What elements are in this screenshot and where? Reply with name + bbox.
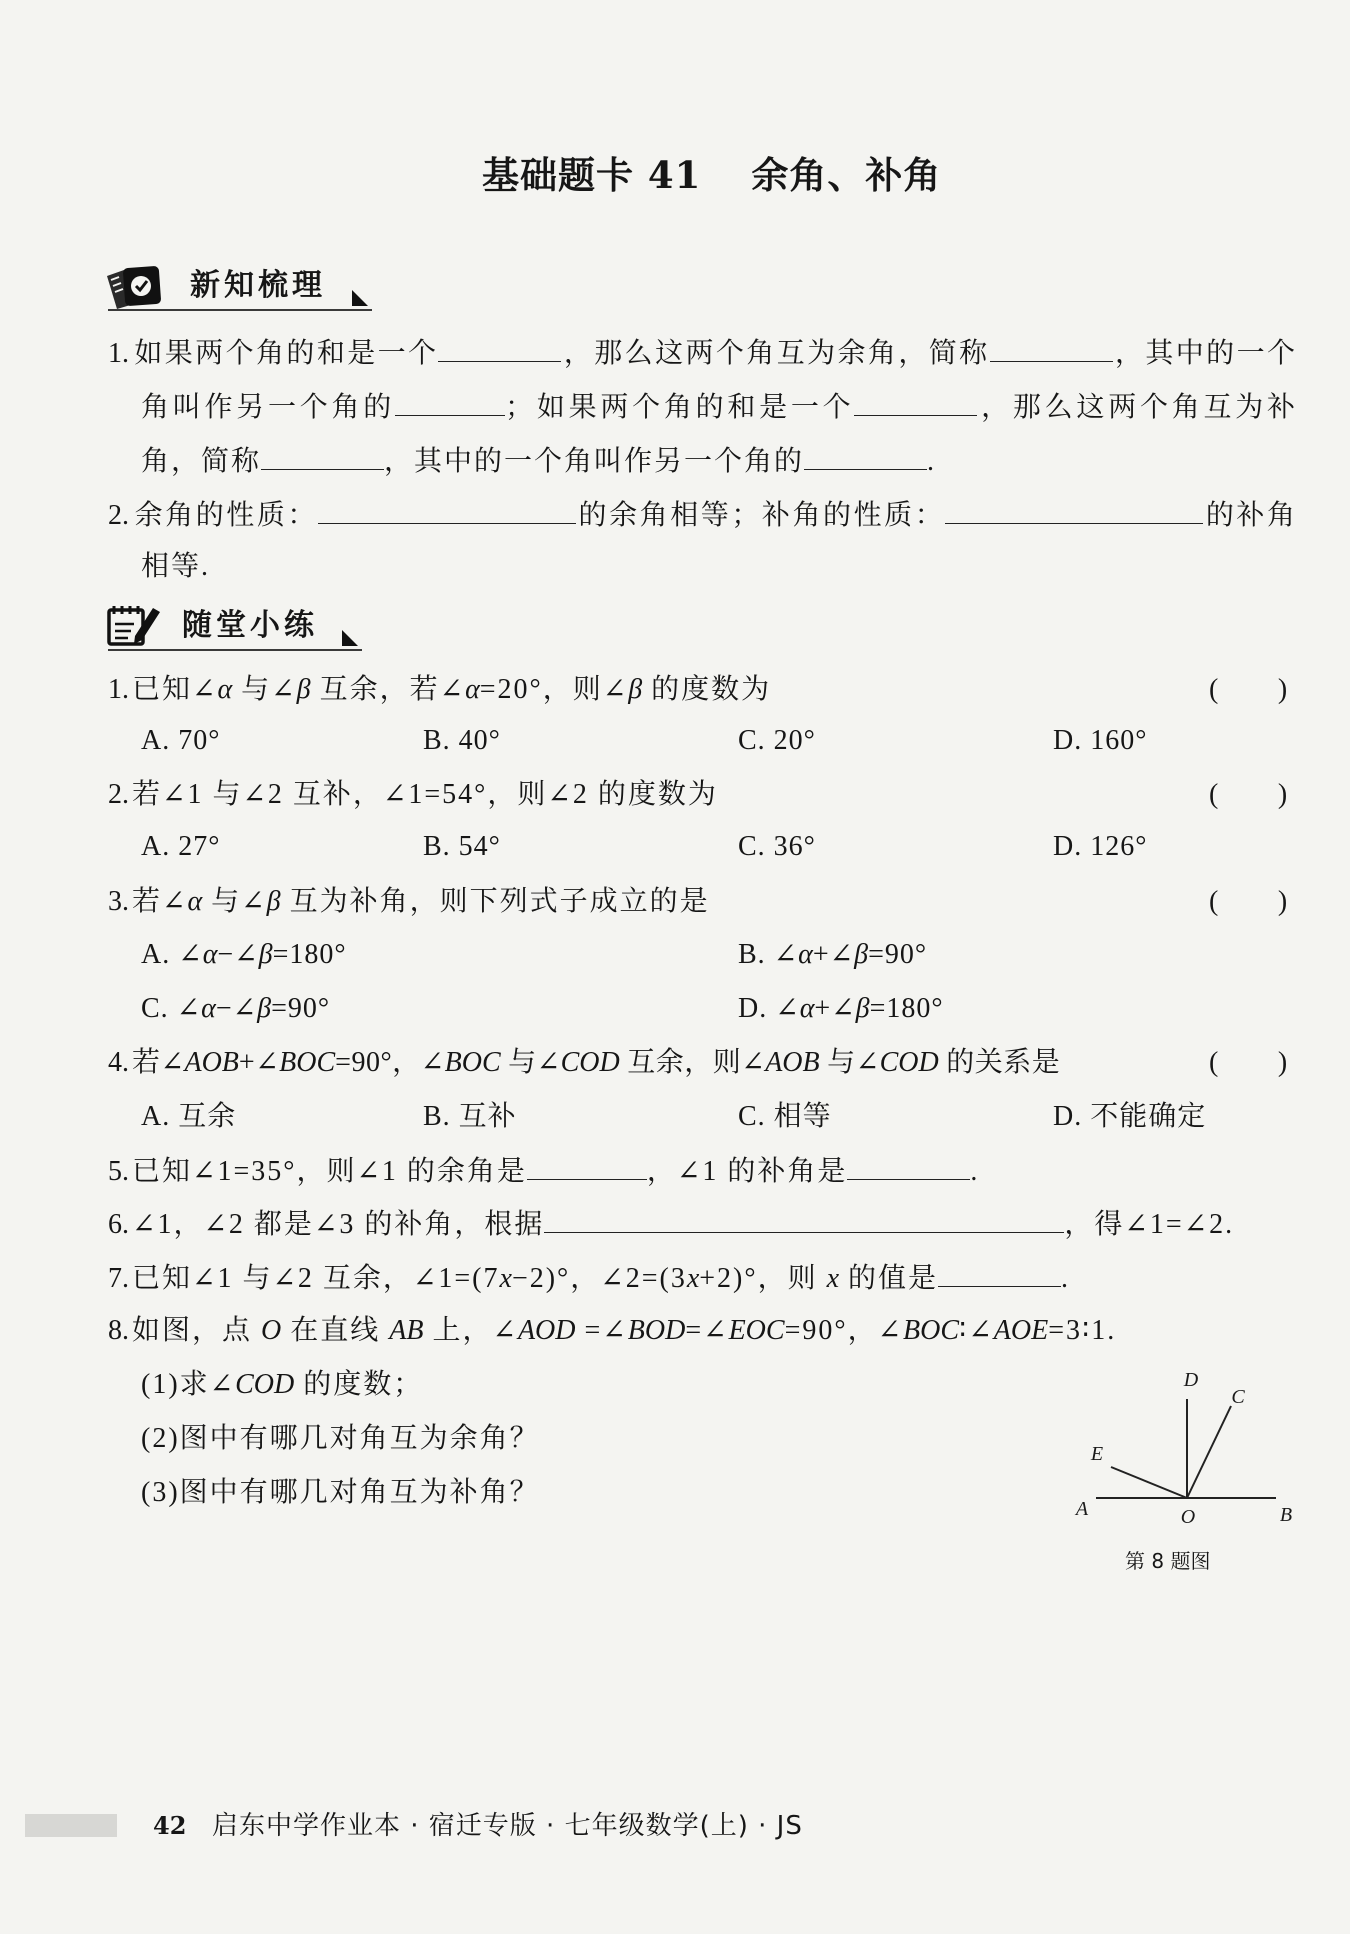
math-variable: β — [628, 674, 643, 705]
option-d: D. 126° — [1053, 831, 1148, 862]
page-title — [482, 152, 941, 198]
math-variable: β — [296, 674, 311, 705]
question-text: 已知∠1 与∠2 互余，∠1=(7x−2)°，∠2=(3x+2)°，则 x 的值是 — [132, 1263, 939, 1294]
section-heading-practice: 随堂小练 — [182, 608, 318, 643]
section-heading-knowledge: 新知梳理 — [190, 268, 326, 303]
fill-in-blank — [527, 1151, 647, 1180]
figure-caption: 第 8 题图 — [1125, 1549, 1211, 1573]
point-label-o: O — [1180, 1506, 1196, 1528]
text-segment: 余角的性质： — [132, 500, 318, 531]
math-variable: BOC — [279, 1047, 336, 1078]
question-text: 若∠α 与∠β 互为补角，则下列式子成立的是 — [132, 886, 710, 917]
math-variable: AOE — [993, 1315, 1049, 1346]
text-segment: 的补角 — [1203, 500, 1295, 531]
math-variable: β — [257, 993, 272, 1024]
knowledge-item-1-line-1 — [108, 333, 1295, 373]
notebook-lines — [115, 624, 134, 638]
math-variable: O — [261, 1315, 282, 1346]
sub-question-1: (1)求∠COD 的度数； — [141, 1369, 424, 1400]
question-text: . — [1061, 1263, 1071, 1294]
math-variable: COD — [235, 1369, 295, 1400]
answer-bracket: ( ) — [1209, 886, 1290, 917]
question-number: 3. — [108, 886, 129, 917]
question-text: . — [970, 1156, 980, 1187]
fill-in-blank — [847, 1151, 970, 1180]
book-series-title: 启东中学作业本 · 宿迁专版 · 七年级数学(上) · JS — [212, 1811, 803, 1841]
card-label: 基础题卡 41 — [482, 153, 702, 197]
knowledge-item-2-line-1 — [108, 495, 1295, 535]
question-number: 2. — [108, 779, 129, 810]
question-text: ，∠1 的补角是 — [646, 1156, 848, 1187]
option-a: A. 互余 — [141, 1101, 237, 1132]
ray-oe — [1111, 1467, 1187, 1498]
question-text: 若∠1 与∠2 互补，∠1=54°，则∠2 的度数为 — [132, 779, 718, 810]
question-3-stem — [108, 882, 710, 922]
question-number: 6. — [108, 1209, 129, 1240]
option-b: B. 互补 — [423, 1101, 517, 1132]
question-text: ∠1，∠2 都是∠3 的补角，根据 — [132, 1209, 545, 1240]
answer-bracket: ( ) — [1209, 674, 1290, 705]
question-text: 若∠AOB+∠BOC=90°，∠BOC 与∠COD 互余，则∠AOB 与∠COD 的关系是 — [132, 1047, 1061, 1078]
item-number: 1. — [108, 338, 129, 369]
option-a: A. 70° — [141, 725, 221, 756]
heading-underline — [108, 309, 372, 311]
point-label-d: D — [1183, 1370, 1199, 1391]
question-number: 4. — [108, 1047, 129, 1078]
knowledge-item-2-line-2: 相等. — [141, 551, 211, 582]
question-6 — [108, 1204, 1234, 1244]
option-a: A. ∠α−∠β=180° — [141, 939, 347, 970]
fill-in-blank — [990, 333, 1113, 362]
question-5 — [108, 1151, 979, 1191]
math-variable: EOC — [728, 1315, 785, 1346]
option-b: B. 54° — [423, 831, 501, 862]
question-number: 8. — [108, 1315, 129, 1346]
question-text: 已知∠α 与∠β 互余，若∠α=20°，则∠β 的度数为 — [132, 674, 772, 705]
math-variable: β — [854, 939, 869, 970]
question-7 — [108, 1258, 1070, 1298]
fill-in-blank — [938, 1258, 1061, 1287]
knowledge-item-1-line-2 — [141, 387, 1295, 427]
text-segment: 角叫作另一个角的 — [141, 392, 396, 423]
knowledge-item-1-line-3 — [141, 441, 936, 481]
math-variable: AOB — [184, 1047, 239, 1078]
topic-title: 余角、补角 — [751, 153, 942, 197]
question-1-stem — [108, 670, 771, 710]
option-c: C. 20° — [738, 725, 816, 756]
fill-in-blank — [395, 387, 505, 416]
point-label-e: E — [1090, 1443, 1104, 1465]
option-c: C. 36° — [738, 831, 816, 862]
sub-question-2: (2)图中有哪几对角互为余角？ — [141, 1423, 540, 1454]
heading-triangle-marker — [352, 290, 368, 306]
math-variable: α — [798, 939, 813, 970]
item-number: 2. — [108, 500, 129, 531]
ray-oc — [1187, 1406, 1231, 1498]
angle-figure — [1060, 1370, 1310, 1535]
footer-gray-bar — [25, 1814, 117, 1837]
question-number: 7. — [108, 1263, 129, 1294]
fill-in-blank — [854, 387, 977, 416]
heading-underline — [108, 649, 362, 651]
option-a: A. 27° — [141, 831, 221, 862]
math-variable: BOC — [444, 1047, 501, 1078]
math-variable: x — [499, 1263, 512, 1294]
text-segment: ，其中的一个角叫作另一个角的 — [384, 446, 805, 477]
math-variable: α — [465, 674, 480, 705]
option-b: B. ∠α+∠β=90° — [738, 939, 928, 970]
notebook-pencil-icon — [104, 600, 164, 650]
answer-bracket: ( ) — [1209, 1047, 1290, 1078]
math-variable: β — [266, 886, 281, 917]
question-text: 已知∠1=35°，则∠1 的余角是 — [132, 1156, 527, 1187]
option-d: D. 不能确定 — [1053, 1101, 1207, 1132]
math-variable: α — [217, 674, 233, 705]
math-variable: BOC — [903, 1315, 960, 1346]
sub-question-3: (3)图中有哪几对角互为补角？ — [141, 1477, 540, 1508]
option-b: B. 40° — [423, 725, 501, 756]
answer-bracket: ( ) — [1209, 779, 1290, 810]
math-variable: AB — [389, 1315, 424, 1346]
question-number: 1. — [108, 674, 129, 705]
fill-in-blank — [438, 333, 561, 362]
text-segment: . — [927, 446, 937, 477]
text-segment: 如果两个角的和是一个 — [132, 338, 439, 369]
point-label-c: C — [1231, 1386, 1245, 1408]
question-text: ，得∠1=∠2. — [1064, 1209, 1235, 1240]
math-variable: COD — [560, 1047, 620, 1078]
check-circle — [131, 276, 151, 296]
option-d: D. ∠α+∠β=180° — [738, 993, 944, 1024]
fill-in-blank — [804, 441, 927, 470]
option-c: C. 相等 — [738, 1101, 832, 1132]
question-2-stem — [108, 775, 718, 815]
option-d: D. 160° — [1053, 725, 1148, 756]
math-variable: α — [201, 993, 216, 1024]
fill-in-blank — [945, 495, 1203, 524]
fill-in-blank — [318, 495, 576, 524]
math-variable: BOD — [627, 1315, 686, 1346]
math-variable: COD — [879, 1047, 939, 1078]
math-variable: α — [202, 939, 218, 970]
point-label-b: B — [1279, 1504, 1293, 1526]
math-variable: x — [826, 1263, 840, 1294]
text-segment: ，其中的一个 — [1112, 338, 1295, 369]
text-segment: 角，简称 — [141, 446, 262, 477]
question-4-stem — [108, 1043, 1060, 1083]
fill-in-blank — [544, 1204, 1064, 1233]
question-8-stem — [108, 1311, 1116, 1351]
text-segment: ，那么这两个角互为补 — [977, 392, 1295, 423]
math-variable: β — [855, 993, 870, 1024]
fill-in-blank — [261, 441, 384, 470]
text-segment: ，那么这两个角互为余角，简称 — [561, 338, 990, 369]
option-c: C. ∠α−∠β=90° — [141, 993, 331, 1024]
point-label-a: A — [1075, 1498, 1089, 1520]
math-variable: α — [799, 993, 815, 1024]
page-number: 42 — [153, 1811, 187, 1840]
heading-triangle-marker — [342, 630, 358, 646]
text-segment: 的余角相等；补角的性质： — [575, 500, 946, 531]
math-variable: AOB — [765, 1047, 820, 1078]
cards-check-icon — [104, 262, 166, 310]
math-variable: α — [187, 886, 203, 917]
math-variable: x — [686, 1263, 700, 1294]
question-text: 如图，点 O 在直线 AB 上，∠AOD =∠BOD=∠EOC=90°，∠BOC∶∠AOE=3∶1. — [132, 1315, 1117, 1346]
question-number: 5. — [108, 1156, 129, 1187]
math-variable: AOD — [517, 1315, 576, 1346]
math-variable: β — [258, 939, 273, 970]
text-segment: ；如果两个角的和是一个 — [505, 392, 855, 423]
